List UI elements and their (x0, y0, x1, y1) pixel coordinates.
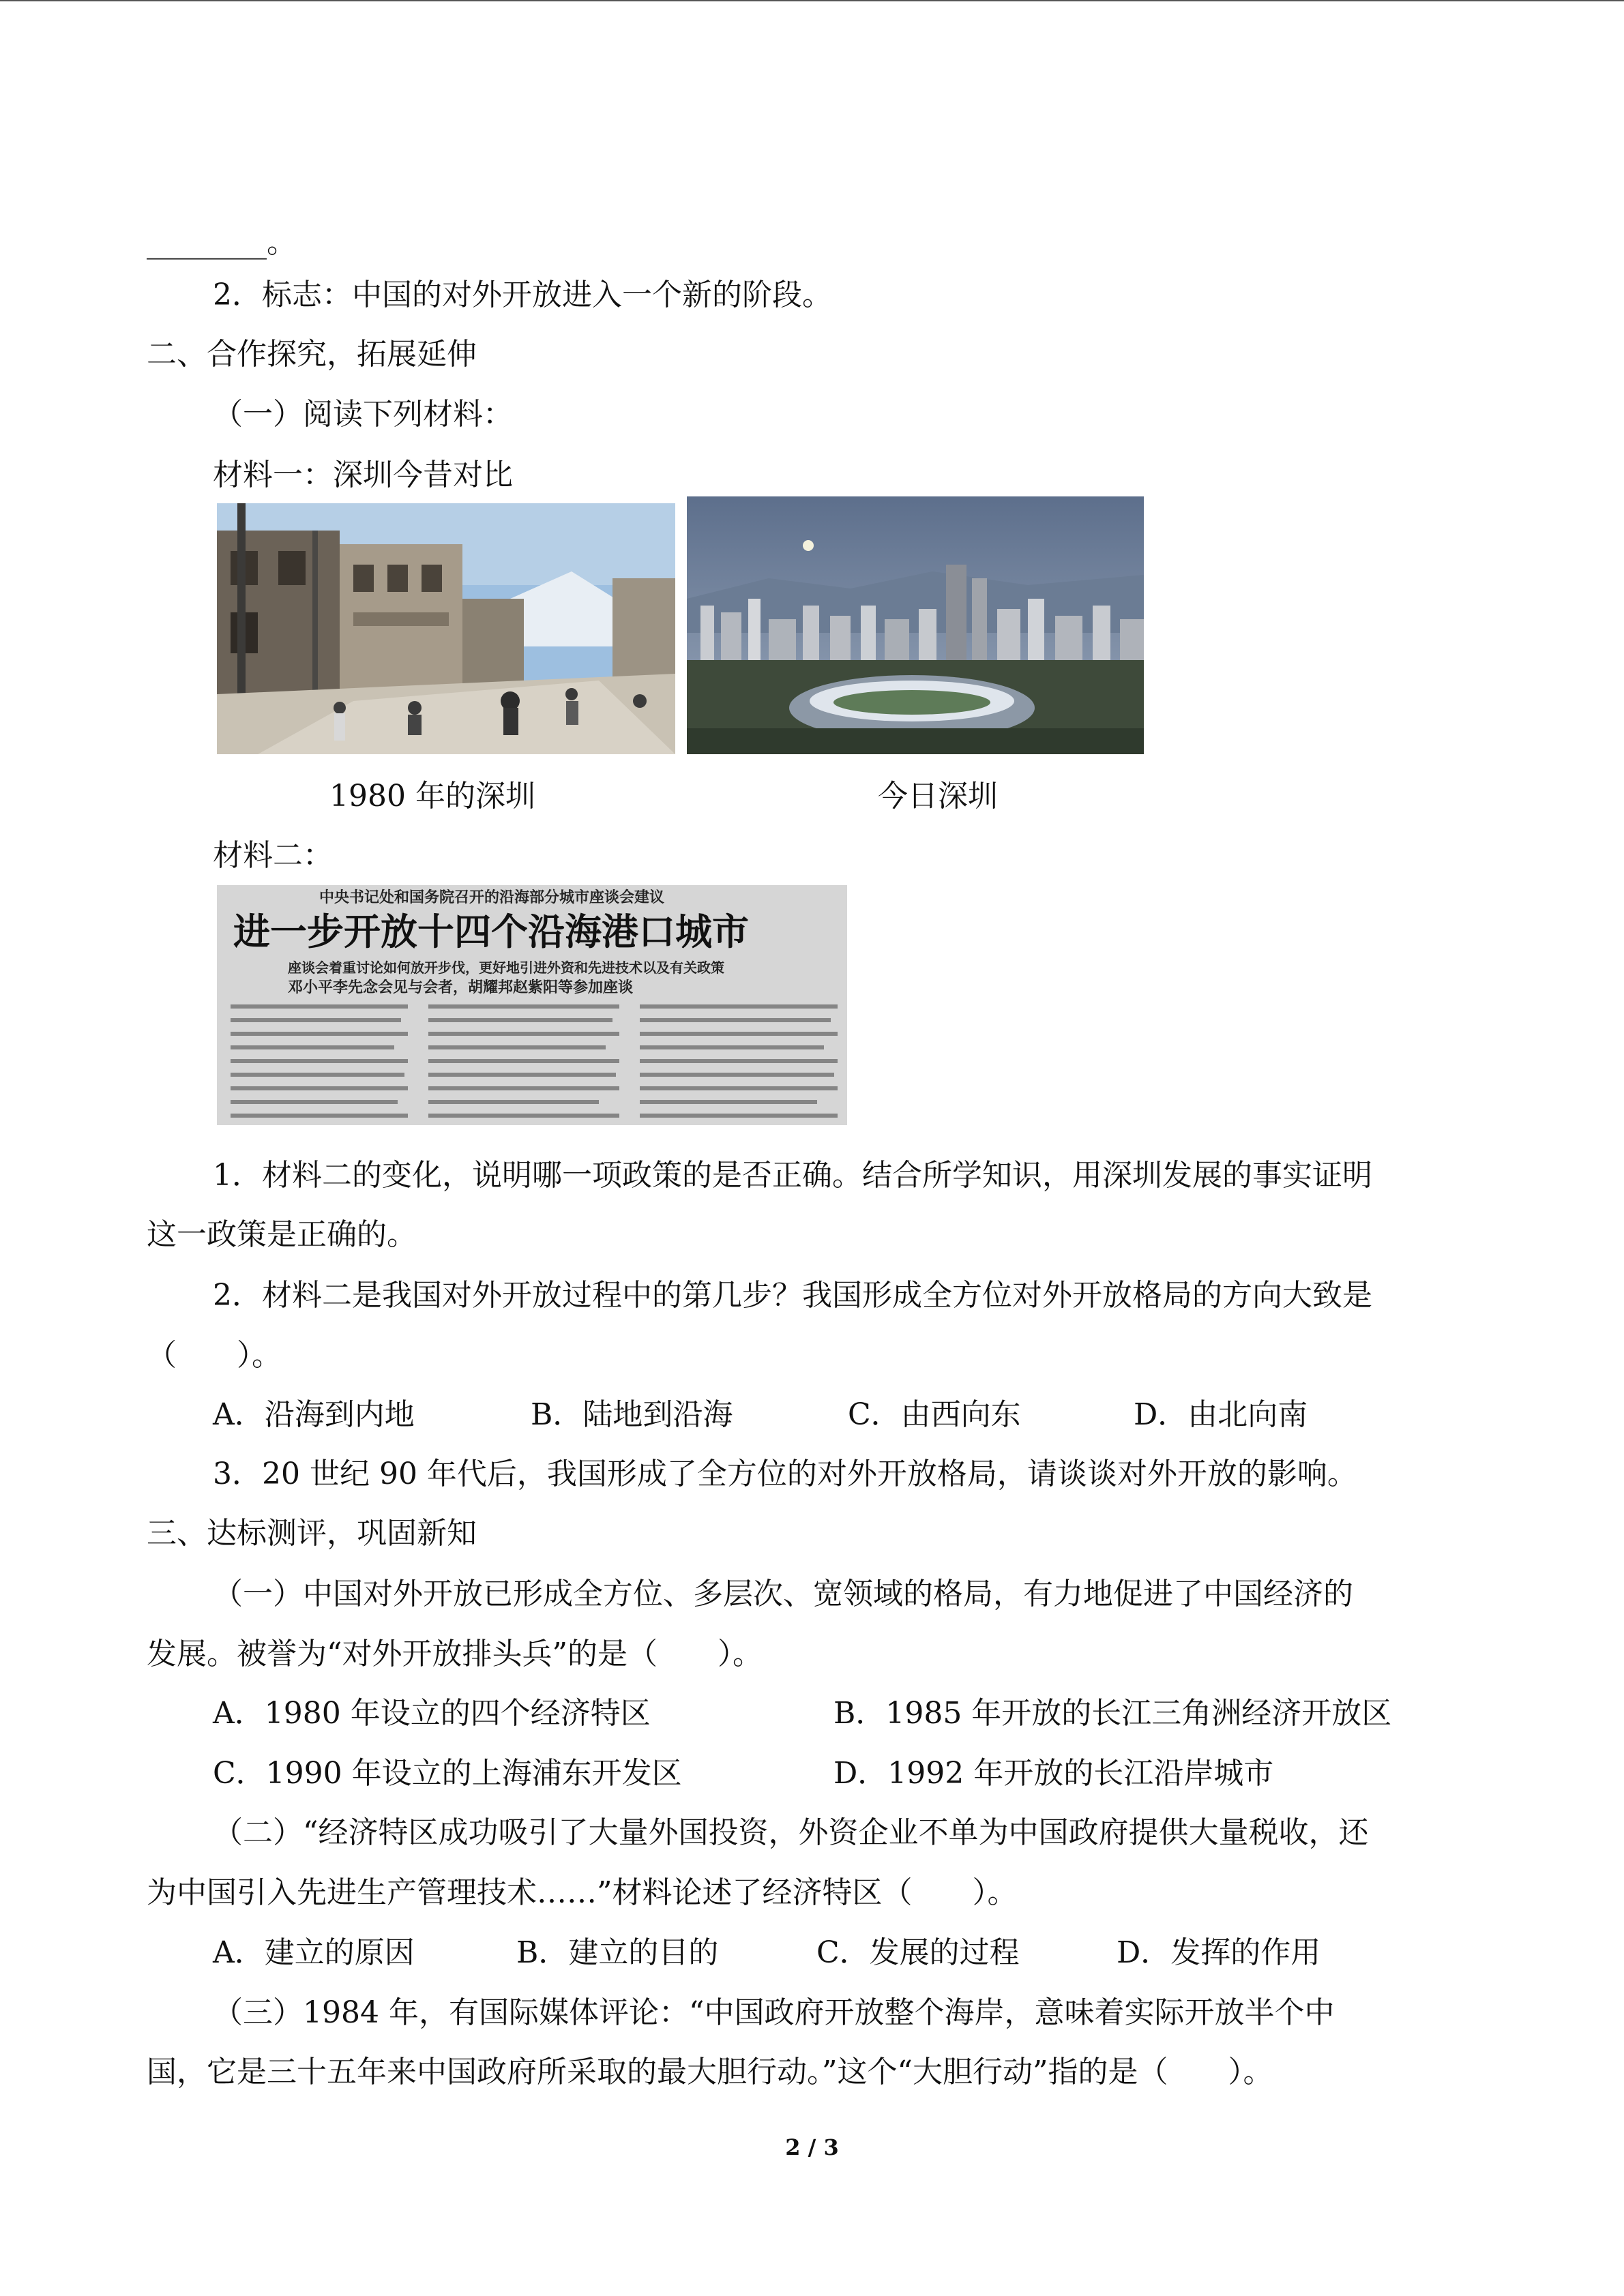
question3-line: 3．20 世纪 90 年代后，我国形成了全方位的对外开放格局，请谈谈对外开放的影响。 (213, 1457, 1357, 1491)
caption-shenzhen-1980: 1980 年的深圳 (329, 779, 535, 814)
q2-option-a: A．沿海到内地 (213, 1397, 415, 1432)
question1-line1: 1．材料二的变化，说明哪一项政策的是否正确。结合所学知识，用深圳发展的事实证明 (213, 1158, 1372, 1193)
page-number: 2 / 3 (785, 2134, 839, 2160)
question2-line2: （ ）。 (147, 1338, 282, 1373)
newspaper-subhead-1: 座谈会着重讨论如何放开步伐，更好地引进外资和先进技术以及有关政策 (288, 959, 724, 976)
q2-option-b: B．陆地到沿海 (531, 1397, 733, 1432)
question1-line2: 这一政策是正确的。 (147, 1217, 417, 1252)
section3-heading: 三、达标测评，巩固新知 (147, 1516, 477, 1551)
newspaper-clipping (217, 885, 847, 1125)
question2-line1: 2．材料二是我国对外开放过程中的第几步？我国形成全方位对外开放格局的方向大致是 (213, 1278, 1372, 1313)
material2-title: 材料二： (213, 838, 333, 873)
answer-blank: ________。 (147, 225, 297, 260)
newspaper-headline: 进一步开放十四个沿海港口城市 (233, 910, 749, 953)
newspaper-kicker: 中央书记处和国务院召开的沿海部分城市座谈会建议 (319, 889, 665, 906)
t1-option-c: C．1990 年设立的上海浦东开发区 (213, 1756, 682, 1791)
test3-line1: （三）1984 年，有国际媒体评论：“中国政府开放整个海岸，意味着实际开放半个中 (213, 1995, 1335, 2030)
t2-option-c: C．发展的过程 (816, 1935, 1020, 1970)
test2-line1: （二）“经济特区成功吸引了大量外国投资，外资企业不单为中国政府提供大量税收，还 (213, 1815, 1369, 1850)
t2-option-a: A．建立的原因 (213, 1935, 415, 1970)
caption-shenzhen-today: 今日深圳 (878, 779, 998, 814)
test3-line2: 国，它是三十五年来中国政府所采取的最大胆行动。”这个“大胆行动”指的是（ ）。 (147, 2055, 1273, 2089)
t1-option-a: A．1980 年设立的四个经济特区 (213, 1696, 651, 1731)
top-border (0, 0, 1624, 1)
newspaper-subhead-2: 邓小平李先念会见与会者，胡耀邦赵紫阳等参加座谈 (288, 979, 634, 996)
material1-title: 材料一：深圳今昔对比 (213, 458, 513, 492)
t2-option-b: B．建立的目的 (516, 1935, 719, 1970)
q2-option-d: D．由北向南 (1134, 1397, 1308, 1432)
q2-option-c: C．由西向东 (848, 1397, 1021, 1432)
sign-line: 2．标志：中国的对外开放进入一个新的阶段。 (213, 278, 832, 312)
section2-heading: 二、合作探究，拓展延伸 (147, 337, 477, 372)
read-material-line: （一）阅读下列材料： (213, 397, 513, 432)
t1-option-d: D．1992 年开放的长江沿岸城市 (833, 1756, 1274, 1791)
shenzhen-today-photo (687, 496, 1144, 754)
test1-line2: 发展。被誉为“对外开放排头兵”的是（ ）。 (147, 1637, 763, 1671)
t2-option-d: D．发挥的作用 (1117, 1935, 1321, 1970)
test1-line1: （一）中国对外开放已形成全方位、多层次、宽领域的格局，有力地促进了中国经济的 (213, 1577, 1353, 1611)
test2-line2: 为中国引入先进生产管理技术……”材料论述了经济特区（ ）。 (147, 1875, 1018, 1910)
shenzhen-1980-photo (217, 503, 675, 754)
t1-option-b: B．1985 年开放的长江三角洲经济开放区 (833, 1696, 1392, 1731)
